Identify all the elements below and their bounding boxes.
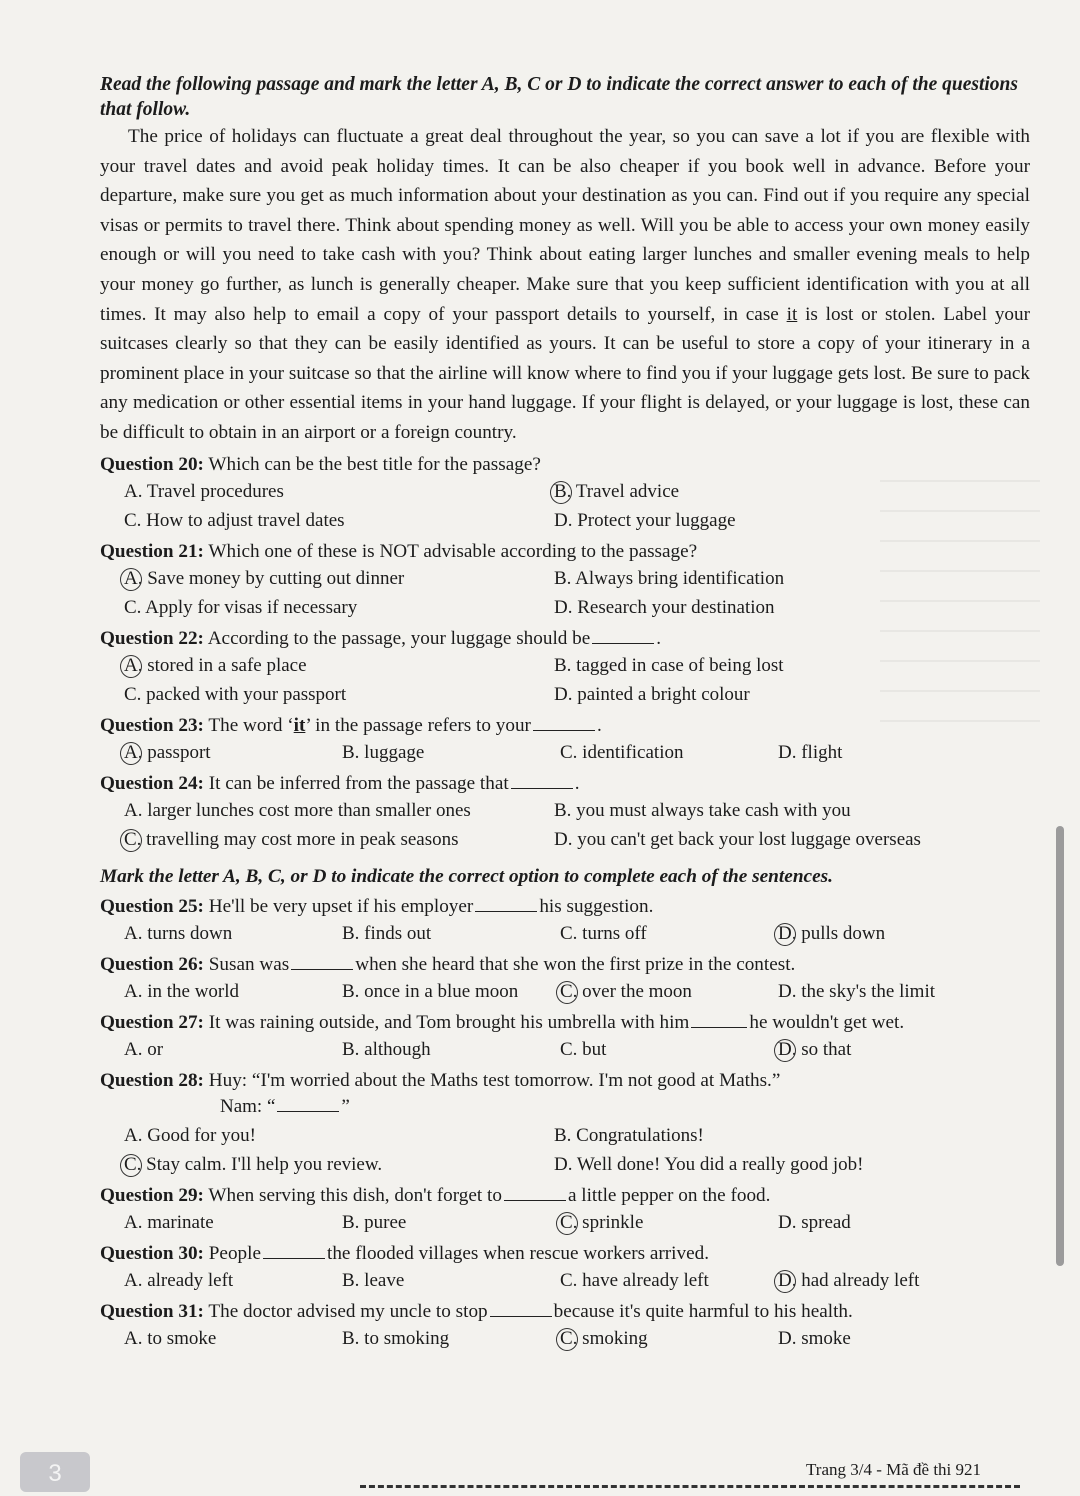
option-d[interactable]: D. the sky's the limit	[778, 980, 936, 1002]
option-c-circled[interactable]: C. sprinkle	[560, 1208, 778, 1237]
option-d-circled[interactable]: D. pulls down	[778, 919, 996, 948]
question-28-options	[100, 1121, 1030, 1179]
option-b[interactable]: B. Always bring identification	[554, 567, 785, 589]
question-28-reply: Nam: “ ”	[220, 1095, 350, 1117]
option-d[interactable]: D. Research your destination	[554, 596, 775, 618]
option-a[interactable]: A. Good for you!	[124, 1124, 256, 1146]
option-b[interactable]: B. you must always take cash with you	[554, 799, 851, 821]
exam-content	[100, 72, 1030, 1353]
option-c[interactable]: C. Apply for visas if necessary	[124, 596, 358, 618]
option-c[interactable]: C. identification	[560, 741, 684, 763]
option-d-circled[interactable]: D. so that	[778, 1035, 996, 1064]
option-d-circled[interactable]: D. had already left	[778, 1266, 996, 1295]
question-20: Question 20: Which can be the best title for the passage?	[100, 453, 541, 475]
question-25-options	[100, 919, 1030, 948]
question-23: Question 23: The word ‘it’ in the passage refers to your .	[100, 714, 602, 736]
answer-blank	[475, 895, 537, 912]
scrollbar[interactable]	[1056, 826, 1064, 1266]
question-27: Question 27: It was raining outside, and Tom brought his umbrella with him he wouldn't get wet.	[100, 1011, 905, 1033]
answer-blank	[592, 627, 654, 644]
option-c-circled[interactable]: C. Stay calm. I'll help you review.	[124, 1150, 554, 1179]
option-c[interactable]: C. but	[560, 1038, 607, 1060]
question-22: Question 22: According to the passage, your luggage should be .	[100, 627, 662, 649]
answer-blank	[504, 1184, 566, 1201]
option-c[interactable]: C. How to adjust travel dates	[124, 509, 345, 531]
question-27-options	[100, 1035, 1030, 1064]
answer-blank	[291, 953, 353, 970]
option-a-circled[interactable]: A. stored in a safe place	[124, 651, 554, 680]
question-29-options	[100, 1208, 1030, 1237]
option-b[interactable]: B. luggage	[342, 741, 425, 763]
question-26-options	[100, 977, 1030, 1006]
question-24-options	[100, 796, 1030, 854]
option-d[interactable]: D. painted a bright colour	[554, 683, 750, 705]
option-c[interactable]: C. packed with your passport	[124, 683, 347, 705]
option-b-circled[interactable]: B. Travel advice	[554, 477, 994, 506]
page-number-badge: 3	[20, 1452, 90, 1492]
question-31-options	[100, 1324, 1030, 1353]
answer-blank	[533, 714, 595, 731]
question-21-options	[100, 564, 1030, 622]
reading-instruction: Read the following passage and mark the letter A, B, C or D to indicate the correct answer to each of the questions that follow.	[100, 74, 1018, 120]
option-a[interactable]: A. marinate	[124, 1211, 214, 1233]
answer-blank	[277, 1095, 339, 1112]
option-d[interactable]: D. Protect your luggage	[554, 509, 736, 531]
option-b[interactable]: B. to smoking	[342, 1327, 450, 1349]
option-c[interactable]: C. turns off	[560, 922, 647, 944]
option-b[interactable]: B. puree	[342, 1211, 407, 1233]
question-30: Question 30: People the flooded villages when rescue workers arrived.	[100, 1242, 709, 1264]
question-30-options	[100, 1266, 1030, 1295]
page-footer: Trang 3/4 - Mã đề thi 921	[806, 1460, 982, 1479]
sentences-instruction: Mark the letter A, B, C, or D to indicate the correct option to complete each of the sentences.	[100, 865, 833, 887]
option-b[interactable]: B. once in a blue moon	[342, 980, 519, 1002]
option-d[interactable]: D. you can't get back your lost luggage overseas	[554, 828, 921, 850]
option-c-circled[interactable]: C. travelling may cost more in peak seasons	[124, 825, 554, 854]
cut-line-divider	[360, 1485, 1020, 1491]
option-a[interactable]: A. already left	[124, 1269, 234, 1291]
question-21: Question 21: Which one of these is NOT advisable according to the passage?	[100, 540, 698, 562]
question-23-options	[100, 738, 1030, 767]
question-24: Question 24: It can be inferred from the passage that .	[100, 772, 580, 794]
option-d[interactable]: D. spread	[778, 1211, 851, 1233]
reading-passage: The price of holidays can fluctuate a great deal throughout the year, so you can save a lot if you are flexible with your travel dates and avoid peak holiday times. It can be also cheaper if you book well in advance. Before your departure, make sure you get as much information about your destination as you can. Find out if you require any special visas or permits to travel there. Think about spending money as well. Will you be able to access your own money easily enough or will you need to take cash with you? Think about eating larger lunches and smaller evening meals to help your money go further, as lunch is generally cheaper. Make sure that you keep sufficient identification with you at all times. It may also help to email a copy of your passport details to yourself, in case it is lost or stolen. Label your suitcases clearly so that they can be easily identified as yours. It can be useful to store a copy of your itinerary in a prominent place in your suitcase so that the airline will know where to find you if your luggage gets lost. Be sure to pack any medication or other essential items in your hand luggage. If your flight is delayed, or your luggage is lost, these can be difficult to obtain in an airport or a foreign country.	[100, 126, 1031, 443]
question-31: Question 31: The doctor advised my uncle to stop because it's quite harmful to his health.	[100, 1300, 853, 1322]
option-b[interactable]: B. finds out	[342, 922, 432, 944]
question-20-options	[100, 477, 1030, 535]
option-a-circled[interactable]: A. Save money by cutting out dinner	[124, 564, 554, 593]
option-c-circled[interactable]: C. over the moon	[560, 977, 778, 1006]
option-d[interactable]: D. smoke	[778, 1327, 851, 1349]
option-a[interactable]: A. larger lunches cost more than smaller ones	[124, 799, 471, 821]
answer-blank	[691, 1011, 747, 1028]
question-29: Question 29: When serving this dish, don't forget to a little pepper on the food.	[100, 1184, 771, 1206]
option-a[interactable]: A. in the world	[124, 980, 240, 1002]
question-25: Question 25: He'll be very upset if his employer his suggestion.	[100, 895, 654, 917]
option-d[interactable]: D. flight	[778, 741, 843, 763]
option-b[interactable]: B. tagged in case of being lost	[554, 654, 784, 676]
option-c[interactable]: C. have already left	[560, 1269, 709, 1291]
answer-blank	[263, 1242, 325, 1259]
question-26: Question 26: Susan was when she heard that she won the first prize in the contest.	[100, 953, 796, 975]
option-a-circled[interactable]: A. passport	[124, 738, 342, 767]
question-22-options	[100, 651, 1030, 709]
option-b[interactable]: B. leave	[342, 1269, 405, 1291]
option-a[interactable]: A. or	[124, 1038, 164, 1060]
option-b[interactable]: B. although	[342, 1038, 431, 1060]
option-a[interactable]: A. to smoke	[124, 1327, 217, 1349]
option-a[interactable]: A. turns down	[124, 922, 233, 944]
option-a[interactable]: A. Travel procedures	[124, 480, 284, 502]
option-c-circled[interactable]: C. smoking	[560, 1324, 778, 1353]
answer-blank	[490, 1300, 552, 1317]
option-d[interactable]: D. Well done! You did a really good job!	[554, 1153, 864, 1175]
option-b[interactable]: B. Congratulations!	[554, 1124, 704, 1146]
answer-blank	[511, 772, 573, 789]
referent-word-it: it	[786, 303, 798, 325]
question-28: Question 28: Huy: “I'm worried about the Maths test tomorrow. I'm not good at Maths.”	[100, 1069, 781, 1091]
